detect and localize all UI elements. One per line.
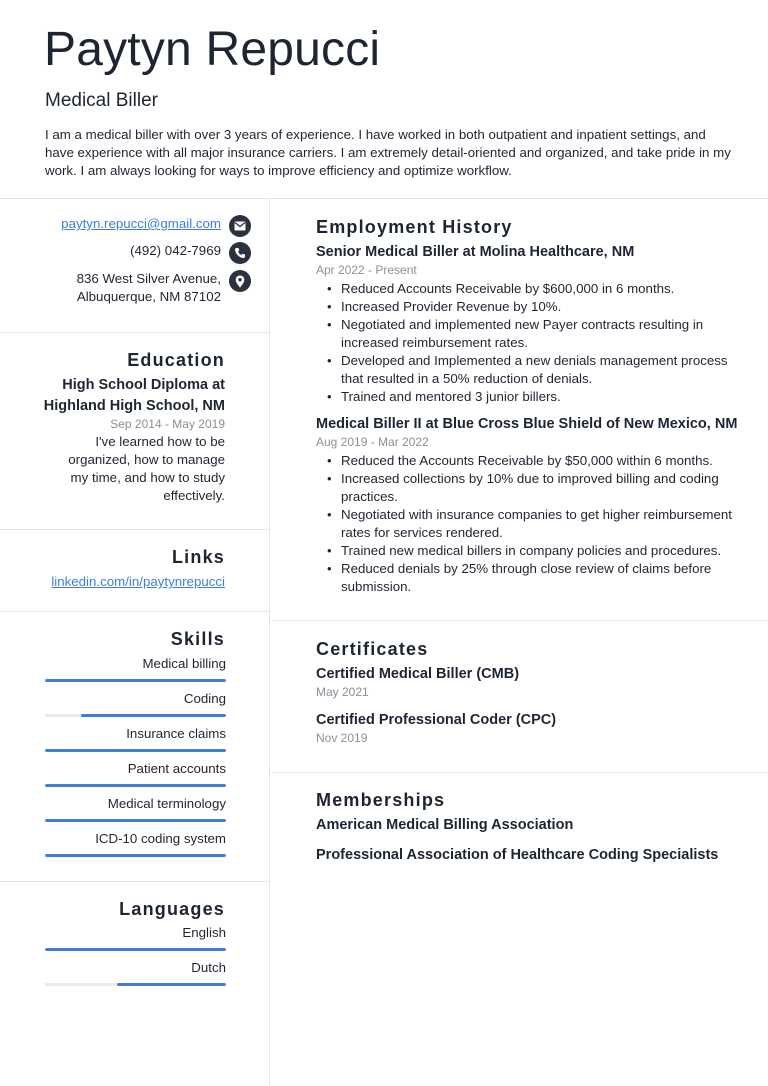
email-row [61,215,251,237]
job-title: Medical Biller II at Blue Cross Blue Shield of New Mexico, NM [316,416,738,432]
education-desc-line: organized, how to manage [68,452,225,467]
skills-heading: Skills [170,629,225,649]
skill-level-fill [45,854,226,857]
education-description [45,433,225,505]
skill-level-track [45,784,226,787]
links-heading: Links [171,547,225,567]
education-heading: Education [127,350,225,370]
skill-level-track [45,749,226,752]
membership-item: Professional Association of Healthcare Coding Specialists [316,847,719,863]
skill-label: Medical terminology [107,796,226,811]
address-line-1: 836 West Silver Avenue, [76,271,221,286]
map-pin-icon [229,270,251,292]
list-item: • Negotiated with insurance companies to get higher reimbursement rates for services rendered. [316,506,736,542]
education-section [0,333,269,530]
skill-level-track [45,819,226,822]
envelope-icon [229,215,251,237]
resume-header [0,0,768,199]
contact-section [0,199,269,333]
skill-level-fill [45,784,226,787]
skill-label: ICD-10 coding system [95,831,226,846]
language-item [45,959,226,986]
employment-section [271,199,768,621]
job-bullets [316,452,736,596]
skills-section [0,612,269,882]
skill-level-track [45,679,226,682]
certificates-heading: Certificates [316,639,429,659]
profile-summary: I am a medical biller with over 3 years of experience. I have worked in both outpatient and inpatient settings, and have experience with all major insurance carriers. I am extremely detail-oriented and organized, and take pride in my work. I am always looking for ways to improve efficiency and optimize workflow. [45,127,731,178]
job-dates: Apr 2022 - Present [316,263,417,277]
job-title: Senior Medical Biller at Molina Healthcare, NM [316,244,635,260]
education-desc-line: I've learned how to be [95,434,225,449]
email-link[interactable]: paytyn.repucci@gmail.com [61,216,221,231]
skill-label: Patient accounts [127,761,226,776]
certificate-name: Certified Professional Coder (CPC) [316,712,557,728]
education-dates: Sep 2014 - May 2019 [110,417,225,431]
job-bullets [316,280,736,406]
skill-level-fill [45,679,226,682]
list-item: • Trained new medical billers in company policies and procedures. [316,542,736,560]
certificate-date: May 2021 [316,685,369,699]
phone-row [130,242,251,264]
candidate-job-title: Medical Biller [45,90,158,111]
skill-item [45,725,226,752]
languages-heading: Languages [119,899,225,919]
degree-line-1: High School Diploma at [62,377,225,393]
education-desc-line: effectively. [163,488,225,503]
language-level-track [45,948,226,951]
list-item: • Developed and Implemented a new denials management process that resulted in a 50% reduction of denials. [316,352,736,388]
memberships-section [271,773,768,1086]
education-degree [25,375,225,417]
employment-heading: Employment History [316,217,513,237]
main-content [271,199,768,1086]
left-sidebar [0,199,270,1086]
membership-item: American Medical Billing Association [316,817,574,833]
languages-section [0,882,269,1086]
skill-level-track [45,714,226,717]
degree-line-2: Highland High School, NM [43,398,225,414]
list-item: • Trained and mentored 3 junior billers. [316,388,736,406]
list-item: • Increased Provider Revenue by 10%. [316,298,736,316]
list-item: • Reduced denials by 25% through close review of claims before submission. [316,560,736,596]
skill-item [45,795,226,822]
skill-label: Medical billing [142,656,226,671]
certificate-date: Nov 2019 [316,731,368,745]
list-item: • Negotiated and implemented new Payer contracts resulting in increased reimbursement rates. [316,316,736,352]
language-item [45,924,226,951]
skill-item [45,760,226,787]
skill-item [45,690,226,717]
skill-level-fill [45,749,226,752]
address-row [77,270,251,306]
list-item: • Increased collections by 10% due to improved billing and coding practices. [316,470,736,506]
education-desc-line: my time, and how to study [70,470,225,485]
phone-number: (492) 042-7969 [130,243,221,258]
language-level-fill [45,948,226,951]
skill-label: Coding [183,691,226,706]
list-item: • Reduced Accounts Receivable by $600,000 in 6 months. [316,280,736,298]
language-label: English [182,925,226,940]
address-line-2: Albuquerque, NM 87102 [76,289,221,304]
language-label: Dutch [191,960,226,975]
certificate-name: Certified Medical Biller (CMB) [316,666,520,682]
links-section [0,530,269,612]
address [77,270,221,306]
candidate-name: Paytyn Repucci [44,23,381,76]
skill-level-fill [45,819,226,822]
certificates-section [271,621,768,773]
skill-item [45,830,226,857]
skill-level-track [45,854,226,857]
phone-icon [229,242,251,264]
skill-level-fill [81,714,226,717]
job-dates: Aug 2019 - Mar 2022 [316,435,429,449]
list-item: • Reduced the Accounts Receivable by $50,000 within 6 months. [316,452,736,470]
linkedin-link[interactable]: linkedin.com/in/paytynrepucci [51,574,225,589]
skill-item [45,655,226,682]
language-level-track [45,983,226,986]
memberships-heading: Memberships [316,790,446,810]
language-level-fill [117,983,226,986]
skill-label: Insurance claims [126,726,226,741]
